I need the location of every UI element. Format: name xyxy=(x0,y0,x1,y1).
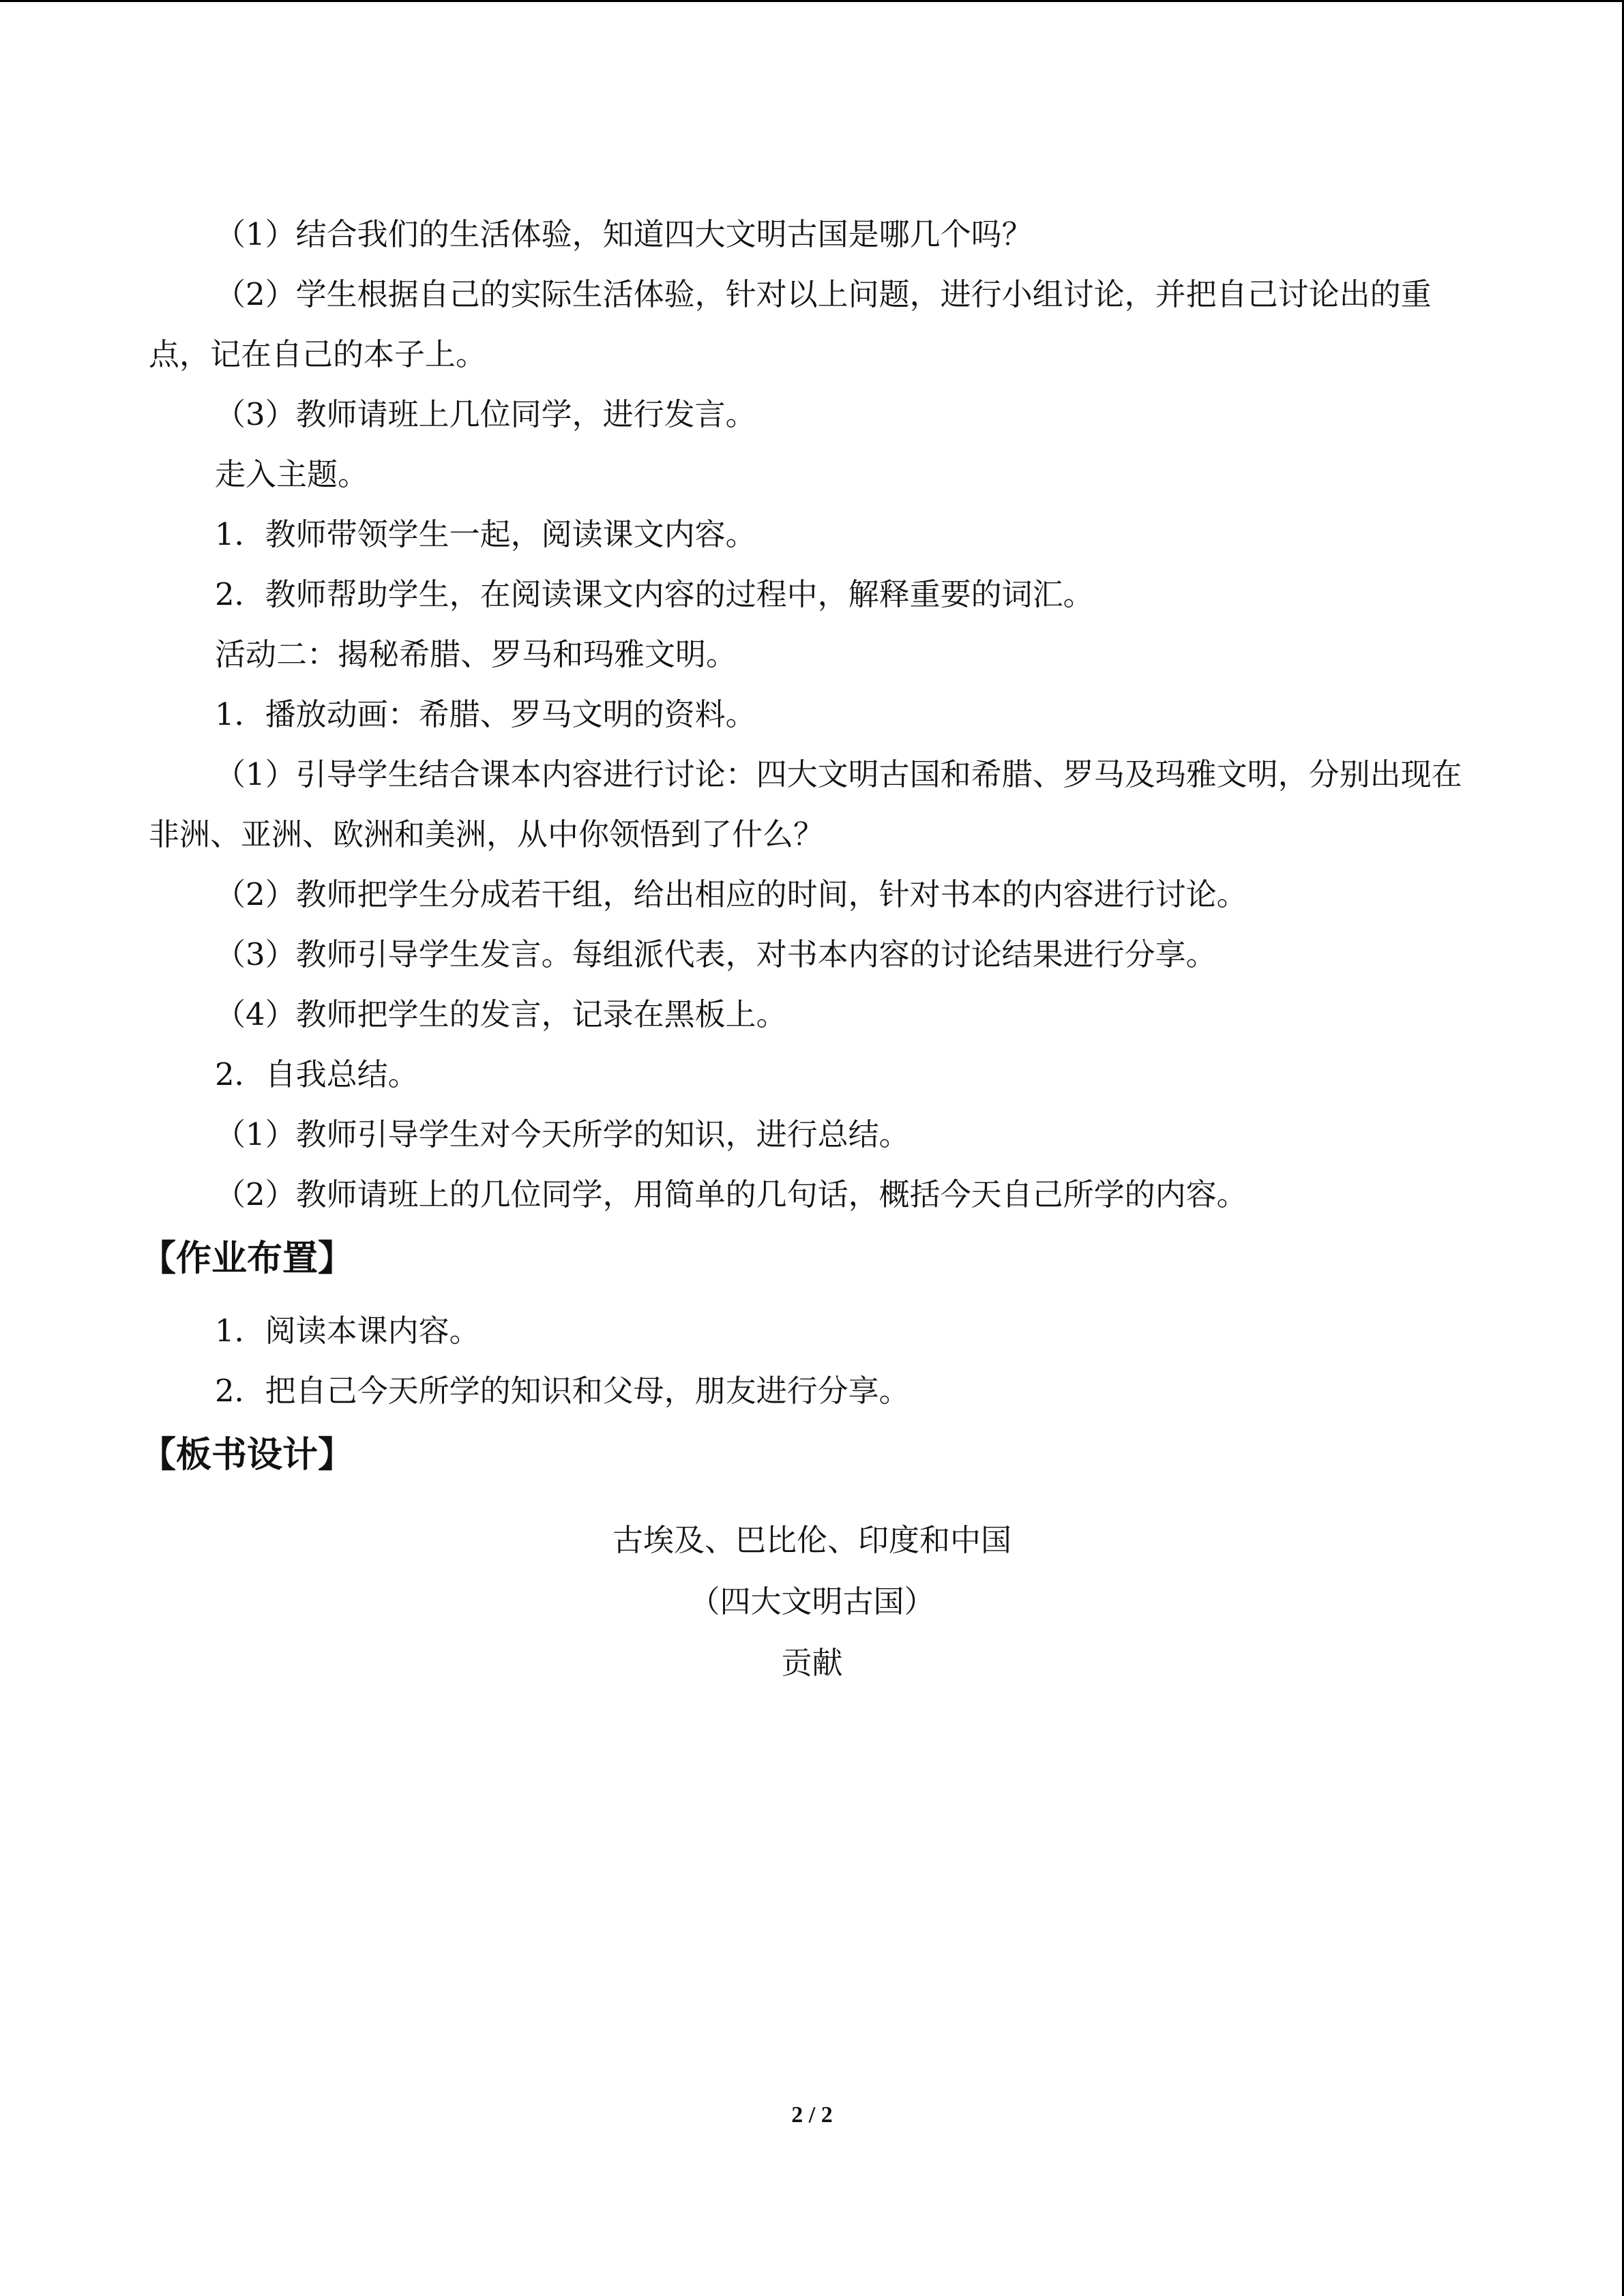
paragraph: 1．教师带领学生一起，阅读课文内容。 xyxy=(215,516,756,552)
paragraph: （2）教师把学生分成若干组，给出相应的时间，针对书本的内容进行讨论。 xyxy=(215,876,1247,912)
paragraph: 活动二：揭秘希腊、罗马和玛雅文明。 xyxy=(215,636,737,672)
paragraph: （3）教师请班上几位同学，进行发言。 xyxy=(215,396,756,432)
board-heading: 【板书设计】 xyxy=(141,1435,354,1476)
board-line: （四大文明古国） xyxy=(689,1583,935,1620)
page-number: 2 / 2 xyxy=(791,2102,833,2128)
document-body xyxy=(141,205,1475,1694)
paragraph: （1）结合我们的生活体验，知道四大文明古国是哪几个吗？ xyxy=(215,216,1033,252)
paragraph: （2）学生根据自己的实际生活体验，针对以上问题，进行小组讨论，并把自己讨论出的重点，记在自己的本子上。 xyxy=(149,276,1432,372)
homework-item: 2．把自己今天所学的知识和父母，朋友进行分享。 xyxy=(215,1373,910,1409)
paragraph: 走入主题。 xyxy=(215,456,369,492)
paragraph: （3）教师引导学生发言。每组派代表，对书本内容的讨论结果进行分享。 xyxy=(215,936,1217,972)
homework-item: 1．阅读本课内容。 xyxy=(215,1313,480,1349)
paragraph: 1．播放动画：希腊、罗马文明的资料。 xyxy=(215,696,756,732)
top-border xyxy=(0,0,1624,2)
paragraph: （2）教师请班上的几位同学，用简单的几句话，概括今天自己所学的内容。 xyxy=(215,1176,1247,1212)
paragraph: （4）教师把学生的发言，记录在黑板上。 xyxy=(215,996,787,1032)
paragraph: 2．教师帮助学生，在阅读课文内容的过程中，解释重要的词汇。 xyxy=(215,576,1094,612)
paragraph: （1）教师引导学生对今天所学的知识，进行总结。 xyxy=(215,1116,910,1152)
board-line: 古埃及、巴比伦、印度和中国 xyxy=(612,1522,1012,1558)
paragraph: （1）引导学生结合课本内容进行讨论：四大文明古国和希腊、罗马及玛雅文明，分别出现在非洲、亚洲、欧洲和美洲，从中你领悟到了什么？ xyxy=(149,756,1462,852)
paragraph: 2．自我总结。 xyxy=(215,1056,419,1092)
board-line: 贡献 xyxy=(781,1645,843,1681)
homework-heading: 【作业布置】 xyxy=(141,1238,354,1279)
